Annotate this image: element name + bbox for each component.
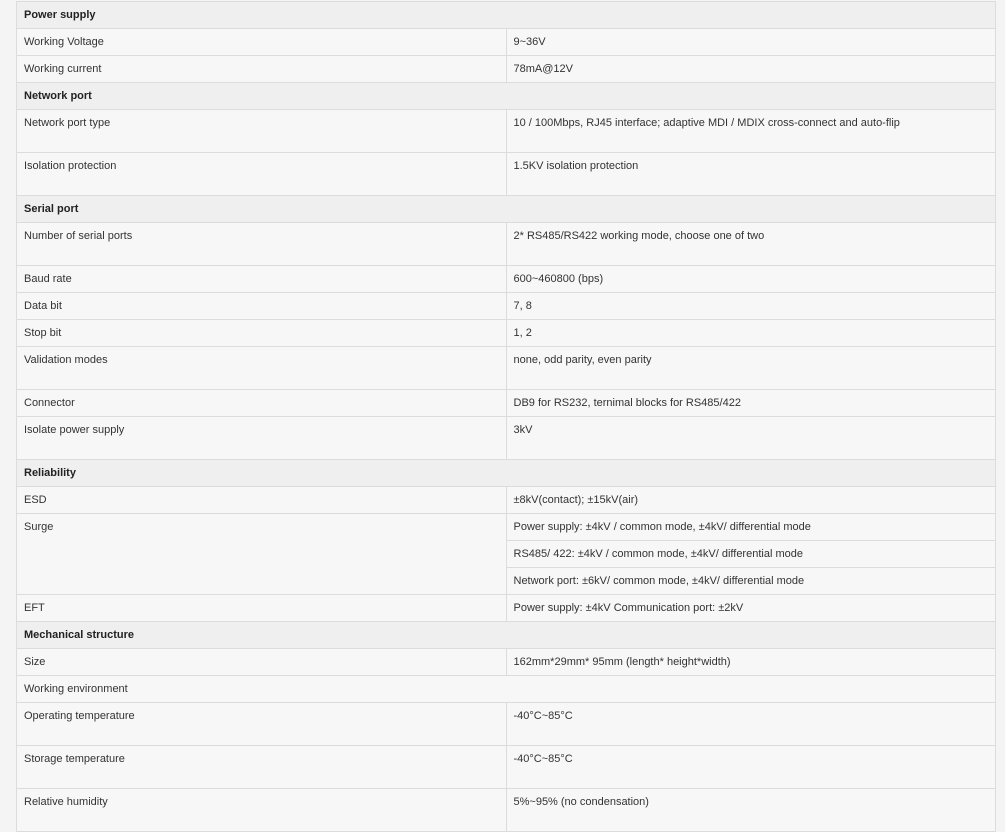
section-header-mechanical [17,622,996,649]
row-label: Working current [17,56,507,83]
row-value: 78mA@12V [506,56,996,83]
row-value: 1, 2 [506,320,996,347]
table-row [17,417,996,460]
table-row [17,266,996,293]
table-row [17,293,996,320]
table-row [17,320,996,347]
row-value: Network port: ±6kV/ common mode, ±4kV/ differential mode [506,568,996,595]
row-label: ESD [17,487,507,514]
row-value: 2* RS485/RS422 working mode, choose one of two [506,223,996,266]
row-value: 600~460800 (bps) [506,266,996,293]
row-label: Data bit [17,293,507,320]
row-value: DB9 for RS232, ternimal blocks for RS485/422 [506,390,996,417]
row-value: 3kV [506,417,996,460]
table-row [17,29,996,56]
row-value: Power supply: ±4kV Communication port: ±2kV [506,595,996,622]
row-value: 9~36V [506,29,996,56]
row-label: Network port type [17,110,507,153]
table-row [17,789,996,832]
row-label: Storage temperature [17,746,507,789]
section-header-network [17,83,996,110]
row-value: 162mm*29mm* 95mm (length* height*width) [506,649,996,676]
table-row [17,223,996,266]
row-value: ±8kV(contact); ±15kV(air) [506,487,996,514]
row-label: Baud rate [17,266,507,293]
row-label: Number of serial ports [17,223,507,266]
section-title: Serial port [17,196,996,223]
row-label: Connector [17,390,507,417]
section-title: Network port [17,83,996,110]
section-title: Reliability [17,460,996,487]
row-value: 7, 8 [506,293,996,320]
table-row [17,649,996,676]
section-title: Working environment [17,676,996,703]
row-label: Surge [17,514,507,595]
table-row [17,390,996,417]
table-row [17,703,996,746]
spec-table [16,1,996,832]
row-value: Power supply: ±4kV / common mode, ±4kV/ differential mode [506,514,996,541]
row-label: Stop bit [17,320,507,347]
row-label: Operating temperature [17,703,507,746]
row-label: Isolate power supply [17,417,507,460]
row-value: 5%~95% (no condensation) [506,789,996,832]
section-header-power [17,2,996,29]
row-value: 10 / 100Mbps, RJ45 interface; adaptive MDI / MDIX cross-connect and auto-flip [506,110,996,153]
row-label: EFT [17,595,507,622]
row-value: RS485/ 422: ±4kV / common mode, ±4kV/ differential mode [506,541,996,568]
row-value: 1.5KV isolation protection [506,153,996,196]
table-row [17,347,996,390]
table-row [17,56,996,83]
section-title: Power supply [17,2,996,29]
row-label: Size [17,649,507,676]
table-row [17,153,996,196]
section-title: Mechanical structure [17,622,996,649]
table-row [17,514,996,541]
row-label: Working Voltage [17,29,507,56]
table-row [17,487,996,514]
section-header-environment [17,676,996,703]
table-row [17,746,996,789]
row-value: -40°C~85°C [506,746,996,789]
section-header-reliability [17,460,996,487]
row-label: Relative humidity [17,789,507,832]
row-value: none, odd parity, even parity [506,347,996,390]
row-value: -40°C~85°C [506,703,996,746]
table-row [17,595,996,622]
row-label: Validation modes [17,347,507,390]
section-header-serial [17,196,996,223]
table-row [17,110,996,153]
row-label: Isolation protection [17,153,507,196]
